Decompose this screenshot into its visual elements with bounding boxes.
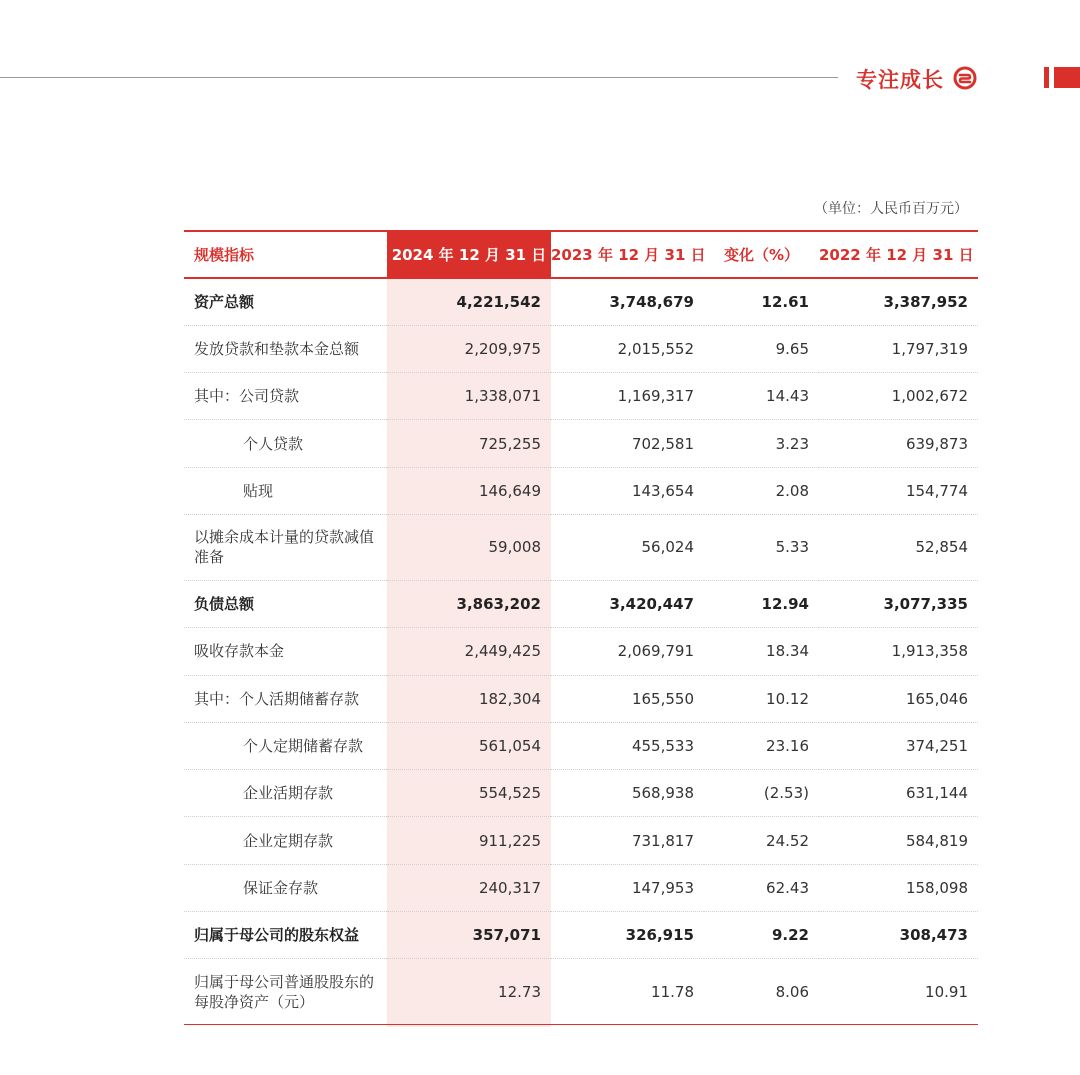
table-row — [184, 278, 978, 325]
cell-change: 12.94 — [704, 580, 819, 627]
header-indicator: 规模指标 — [184, 231, 387, 278]
cell-2023: 3,420,447 — [551, 580, 704, 627]
table-row — [184, 628, 978, 675]
table-row — [184, 580, 978, 627]
cell-2023: 11.78 — [551, 959, 704, 1025]
cell-2023: 2,015,552 — [551, 325, 704, 372]
cell-2024: 59,008 — [387, 514, 551, 580]
header-2023: 2023 年 12 月 31 日 — [551, 231, 704, 278]
table-row — [184, 325, 978, 372]
row-label: 归属于母公司普通股股东的每股净资产（元） — [184, 959, 387, 1025]
cell-2022: 1,913,358 — [819, 628, 978, 675]
cell-2022: 374,251 — [819, 722, 978, 769]
cell-change: 62.43 — [704, 864, 819, 911]
page-tab-marker — [1044, 67, 1080, 88]
cell-2023: 56,024 — [551, 514, 704, 580]
table-row — [184, 420, 978, 467]
cell-2023: 165,550 — [551, 675, 704, 722]
financial-table-container — [184, 230, 978, 1025]
cell-2023: 731,817 — [551, 817, 704, 864]
cell-2023: 147,953 — [551, 864, 704, 911]
cell-2023: 326,915 — [551, 912, 704, 959]
unit-note: （单位：人民币百万元） — [814, 201, 968, 217]
table-row — [184, 514, 978, 580]
table-row — [184, 864, 978, 911]
table-row — [184, 912, 978, 959]
table-row — [184, 817, 978, 864]
table-row — [184, 373, 978, 420]
row-label: 其中：公司贷款 — [184, 373, 387, 420]
cell-2022: 584,819 — [819, 817, 978, 864]
header-2024: 2024 年 12 月 31 日 — [387, 231, 551, 278]
cell-2022: 154,774 — [819, 467, 978, 514]
bank-logo-icon — [953, 66, 977, 90]
cell-2022: 639,873 — [819, 420, 978, 467]
cell-2022: 3,387,952 — [819, 278, 978, 325]
table-row — [184, 959, 978, 1025]
cell-2024: 4,221,542 — [387, 278, 551, 325]
cell-change: 18.34 — [704, 628, 819, 675]
table-row — [184, 675, 978, 722]
row-label: 其中：个人活期储蓄存款 — [184, 675, 387, 722]
cell-2023: 568,938 — [551, 770, 704, 817]
cell-2024: 1,338,071 — [387, 373, 551, 420]
cell-2022: 10.91 — [819, 959, 978, 1025]
cell-2023: 143,654 — [551, 467, 704, 514]
cell-change: 5.33 — [704, 514, 819, 580]
row-label: 发放贷款和垫款本金总额 — [184, 325, 387, 372]
row-label: 个人贷款 — [184, 420, 387, 467]
cell-2023: 1,169,317 — [551, 373, 704, 420]
row-label: 资产总额 — [184, 278, 387, 325]
cell-change: 12.61 — [704, 278, 819, 325]
cell-change: 2.08 — [704, 467, 819, 514]
table-header-row — [184, 231, 978, 278]
scale-indicators-table — [184, 230, 978, 1025]
cell-2022: 631,144 — [819, 770, 978, 817]
row-label: 贴现 — [184, 467, 387, 514]
cell-2024: 146,649 — [387, 467, 551, 514]
row-label: 以摊余成本计量的贷款减值准备 — [184, 514, 387, 580]
cell-2022: 1,002,672 — [819, 373, 978, 420]
row-label: 归属于母公司的股东权益 — [184, 912, 387, 959]
table-row — [184, 467, 978, 514]
cell-2024: 357,071 — [387, 912, 551, 959]
cell-2022: 3,077,335 — [819, 580, 978, 627]
header-2022: 2022 年 12 月 31 日 — [819, 231, 978, 278]
cell-2024: 12.73 — [387, 959, 551, 1025]
row-label: 保证金存款 — [184, 864, 387, 911]
cell-change: 10.12 — [704, 675, 819, 722]
header-change: 变化（%） — [704, 231, 819, 278]
section-title: 专注成长 — [856, 68, 944, 92]
cell-2023: 702,581 — [551, 420, 704, 467]
cell-2022: 165,046 — [819, 675, 978, 722]
row-label: 个人定期储蓄存款 — [184, 722, 387, 769]
cell-2023: 3,748,679 — [551, 278, 704, 325]
cell-2022: 308,473 — [819, 912, 978, 959]
row-label: 企业定期存款 — [184, 817, 387, 864]
cell-2022: 1,797,319 — [819, 325, 978, 372]
cell-2023: 455,533 — [551, 722, 704, 769]
cell-2024: 2,209,975 — [387, 325, 551, 372]
cell-2023: 2,069,791 — [551, 628, 704, 675]
cell-2024: 3,863,202 — [387, 580, 551, 627]
cell-change: 14.43 — [704, 373, 819, 420]
row-label: 企业活期存款 — [184, 770, 387, 817]
cell-change: 9.65 — [704, 325, 819, 372]
row-label: 负债总额 — [184, 580, 387, 627]
cell-2024: 554,525 — [387, 770, 551, 817]
cell-2024: 911,225 — [387, 817, 551, 864]
cell-change: 9.22 — [704, 912, 819, 959]
cell-change: 3.23 — [704, 420, 819, 467]
cell-change: 24.52 — [704, 817, 819, 864]
cell-2022: 52,854 — [819, 514, 978, 580]
header-rule — [0, 77, 838, 78]
cell-2024: 240,317 — [387, 864, 551, 911]
row-label: 吸收存款本金 — [184, 628, 387, 675]
cell-change: 23.16 — [704, 722, 819, 769]
cell-2024: 2,449,425 — [387, 628, 551, 675]
cell-2024: 725,255 — [387, 420, 551, 467]
table-row — [184, 770, 978, 817]
cell-2022: 158,098 — [819, 864, 978, 911]
table-row — [184, 722, 978, 769]
cell-2024: 182,304 — [387, 675, 551, 722]
cell-change: (2.53) — [704, 770, 819, 817]
cell-2024: 561,054 — [387, 722, 551, 769]
cell-change: 8.06 — [704, 959, 819, 1025]
